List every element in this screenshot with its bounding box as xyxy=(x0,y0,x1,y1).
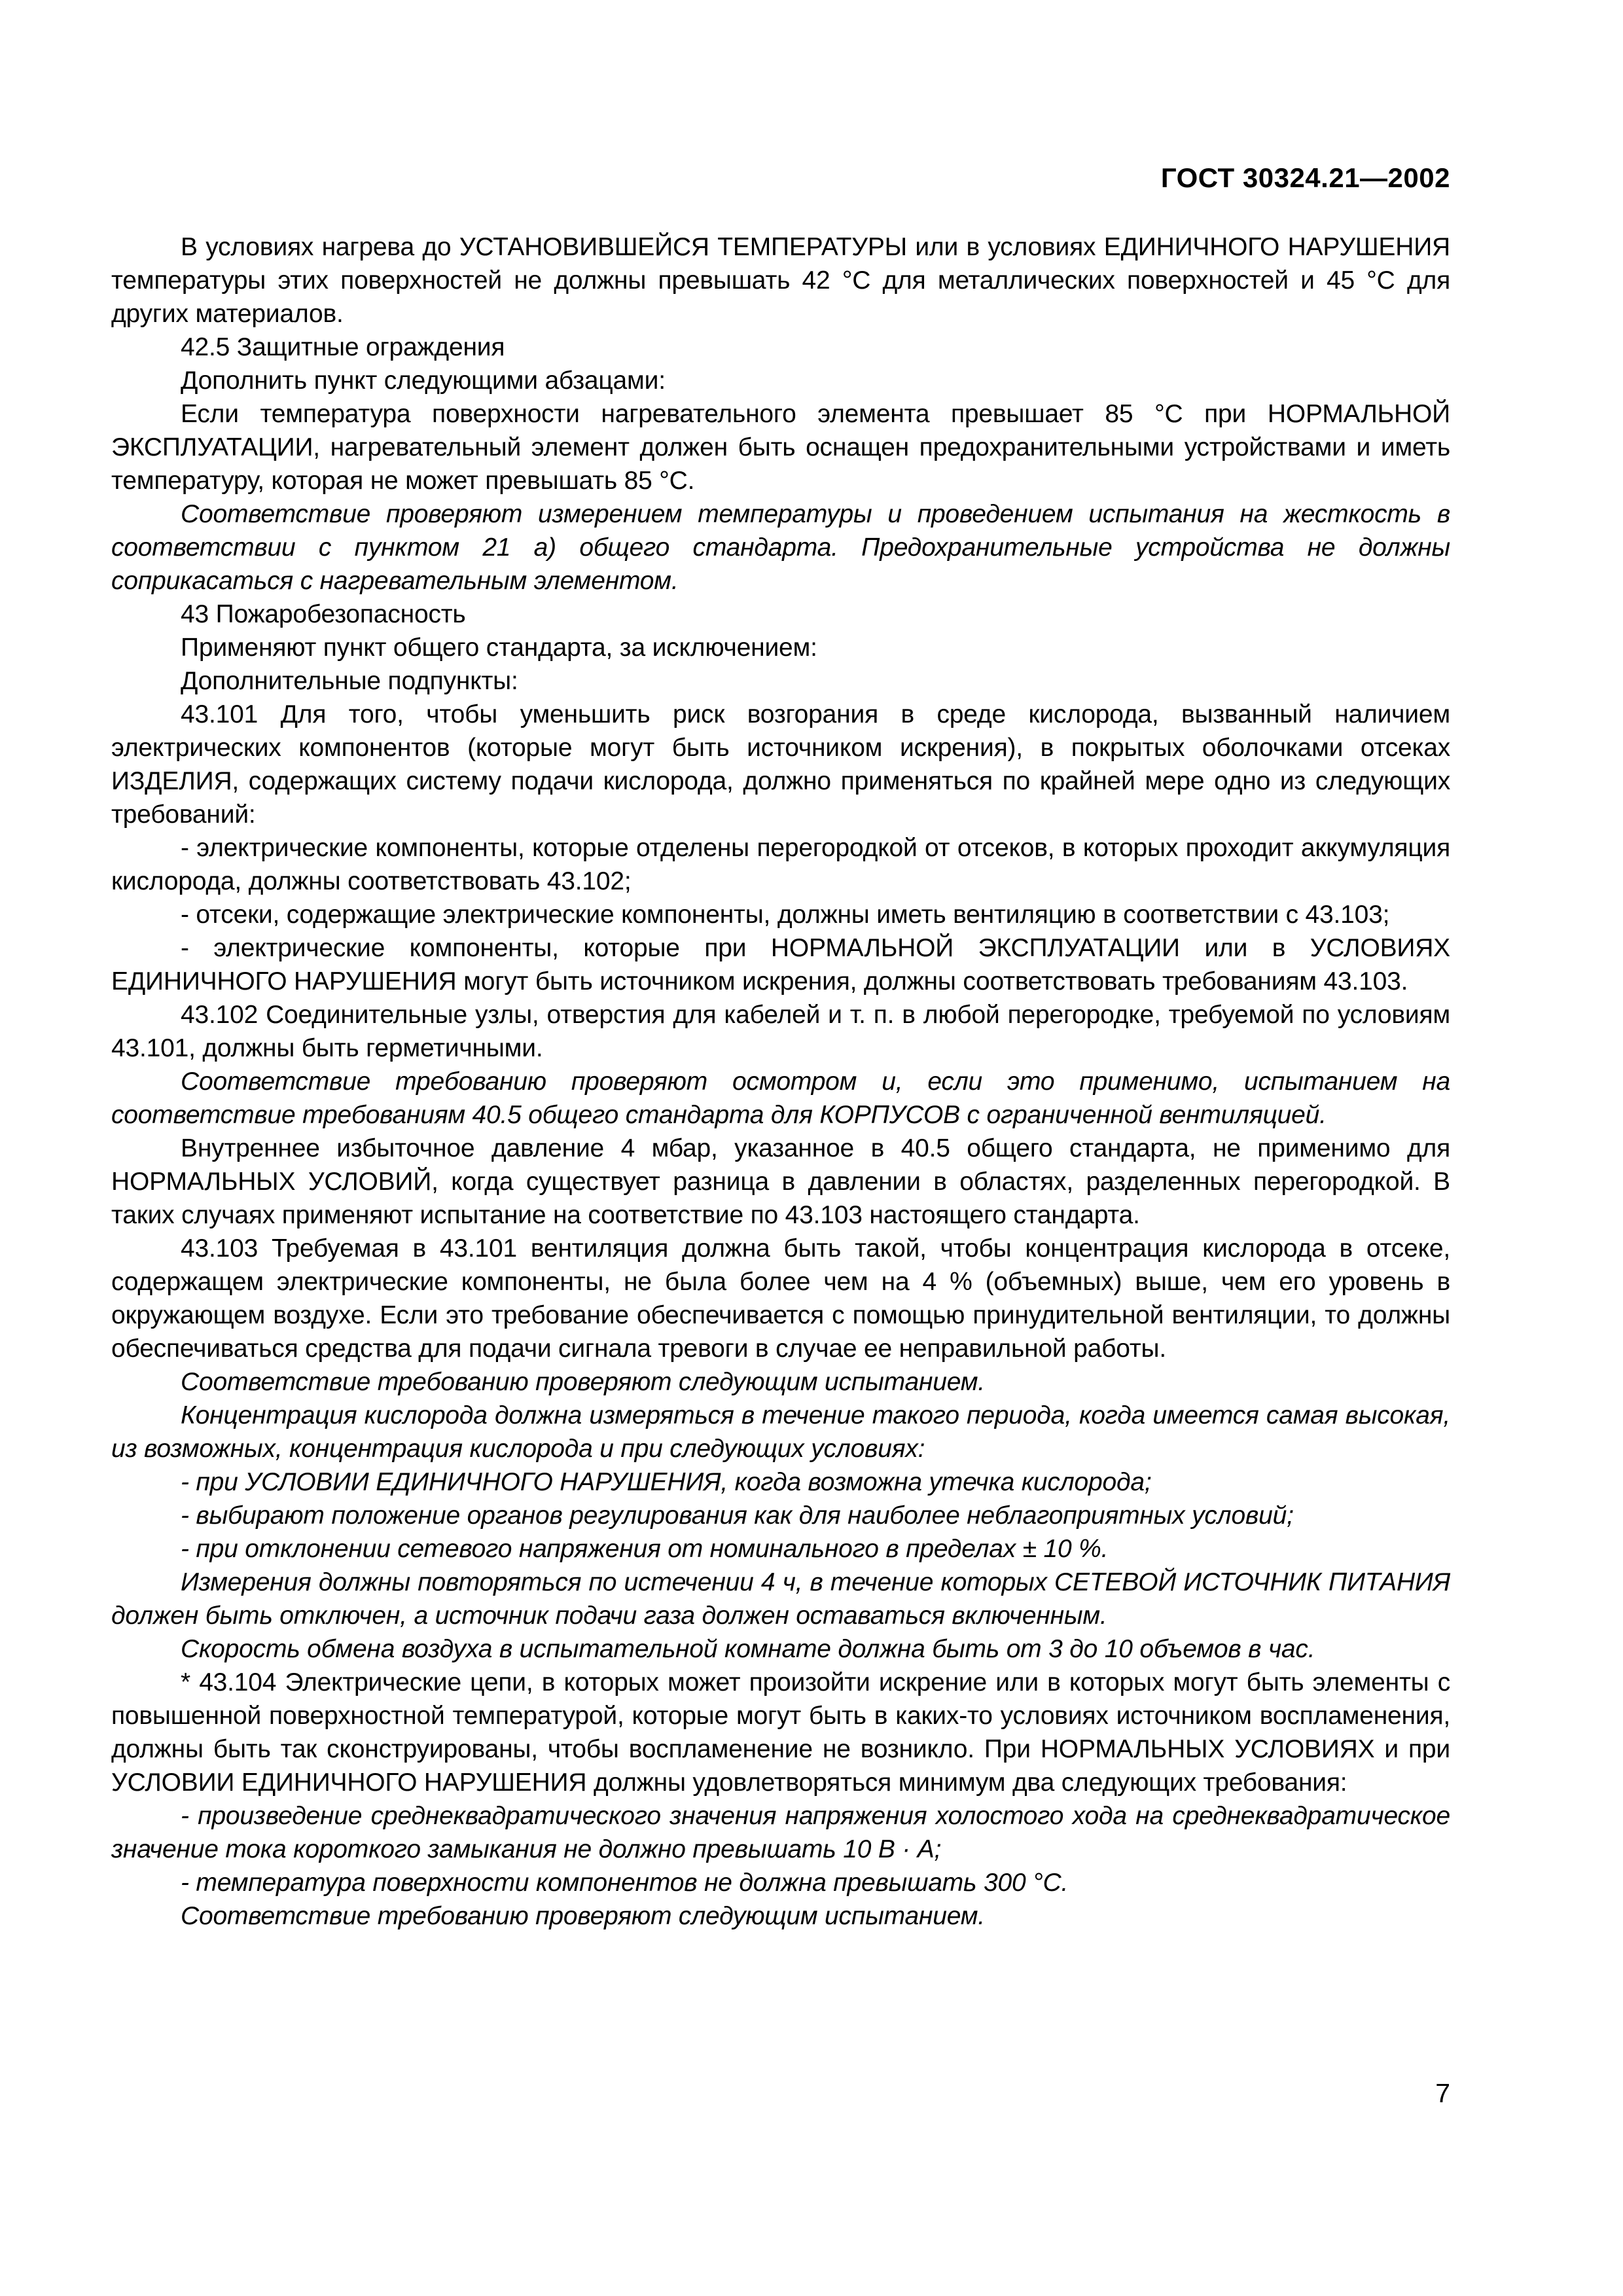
paragraph: Если температура поверхности нагревательного элемента превышает 85 °С при НОРМАЛЬНОЙ ЭКСПЛУАТАЦИИ, нагревательный элемент должен быть оснащен предохранительными устройствами и иметь температуру, которая не может превышать 85 °С. xyxy=(111,400,1450,495)
paragraph: В условиях нагрева до УСТАНОВИВШЕЙСЯ ТЕМПЕРАТУРЫ или в условиях ЕДИНИЧНОГО НАРУШЕНИЯ температуры этих поверхностей не должны превышать 42 °С для металлических поверхностей и 45 °С для других материалов. xyxy=(111,233,1450,328)
paragraph: - электрические компоненты, которые отделены перегородкой от отсеков, в которых проходит аккумуляция кислорода, должны соответствовать 43.102; xyxy=(111,834,1450,895)
document-body xyxy=(111,230,1450,1933)
standard-number-header: ГОСТ 30324.21—2002 xyxy=(1160,162,1450,193)
paragraph: - электрические компоненты, которые при НОРМАЛЬНОЙ ЭКСПЛУАТАЦИИ или в УСЛОВИЯХ ЕДИНИЧНОГО НАРУШЕНИЯ могут быть источником искрения, должны соответствовать требованиям 43.103. xyxy=(111,934,1450,996)
section-heading: 42.5 Защитные ограждения xyxy=(181,333,505,361)
paragraph: 43.103 Требуемая в 43.101 вентиляция должна быть такой, чтобы концентрация кислорода в отсеке, содержащем электрические компоненты, не была более чем на 4 % (объемных) выше, чем его уровень в окружающем воздухе. Если это требование обеспечивается с помощью принудительной вентиляции, то должны обеспечиваться средства для подачи сигнала тревоги в случае ее неправильной работы. xyxy=(111,1234,1450,1363)
paragraph: - отсеки, содержащие электрические компоненты, должны иметь вентиляцию в соответствии с 43.103; xyxy=(181,901,1390,929)
paragraph: Измерения должны повторяться по истечении 4 ч, в течение которых СЕТЕВОЙ ИСТОЧНИК ПИТАНИЯ должен быть отключен, а источник подачи газа должен оставаться включенным. xyxy=(111,1568,1450,1630)
paragraph: Дополнительные подпункты: xyxy=(181,667,518,695)
paragraph: Соответствие требованию проверяют осмотром и, если это применимо, испытанием на соответствие требованиям 40.5 общего стандарта для КОРПУСОВ с ограниченной вентиляцией. xyxy=(111,1067,1450,1129)
paragraph: - при УСЛОВИИ ЕДИНИЧНОГО НАРУШЕНИЯ, когда возможна утечка кислорода; xyxy=(181,1468,1152,1496)
paragraph: 43.101 Для того, чтобы уменьшить риск возгорания в среде кислорода, вызванный наличием электрических компонентов (которые могут быть источником искрения), в покрытых оболочками отсеках ИЗДЕЛИЯ, содержащих систему подачи кислорода, должно применяться по крайней мере одно из следующих требований: xyxy=(111,700,1450,829)
paragraph: Скорость обмена воздуха в испытательной комнате должна быть от 3 до 10 объемов в час. xyxy=(181,1635,1315,1663)
paragraph: Соответствие требованию проверяют следующим испытанием. xyxy=(181,1902,985,1930)
paragraph: * 43.104 Электрические цепи, в которых может произойти искрение или в которых могут быть элементы с повышенной поверхностной температурой, которые могут быть в каких-то условиях источником воспламенения, должны быть так сконструированы, чтобы воспламенение не возникло. При НОРМАЛЬНЫХ УСЛОВИЯХ и при УСЛОВИИ ЕДИНИЧНОГО НАРУШЕНИЯ должны удовлетворяться минимум два следующих требования: xyxy=(111,1668,1450,1797)
paragraph: - температура поверхности компонентов не должна превышать 300 °С. xyxy=(181,1869,1069,1897)
paragraph: Дополнить пункт следующими абзацами: xyxy=(181,367,666,395)
paragraph: 43.102 Соединительные узлы, отверстия для кабелей и т. п. в любой перегородке, требуемой по условиям 43.101, должны быть герметичными. xyxy=(111,1001,1450,1062)
paragraph: Концентрация кислорода должна измеряться в течение такого периода, когда имеется самая высокая, из возможных, концентрация кислорода и при следующих условиях: xyxy=(111,1401,1450,1463)
paragraph: Соответствие требованию проверяют следующим испытанием. xyxy=(181,1368,985,1396)
section-heading: 43 Пожаробезопасность xyxy=(181,600,466,628)
paragraph: Применяют пункт общего стандарта, за исключением: xyxy=(181,634,817,662)
paragraph: Внутреннее избыточное давление 4 мбар, указанное в 40.5 общего стандарта, не применимо для НОРМАЛЬНЫХ УСЛОВИЙ, когда существует разница в давлении в областях, разделенных перегородкой. В таких случаях применяют испытание на соответствие по 43.103 настоящего стандарта. xyxy=(111,1134,1450,1229)
paragraph: - выбирают положение органов регулирования как для наиболее неблагоприятных условий; xyxy=(181,1501,1294,1530)
page-number: 7 xyxy=(1435,2078,1450,2108)
paragraph: Соответствие проверяют измерением температуры и проведением испытания на жесткость в соответствии с пунктом 21 а) общего стандарта. Предохранительные устройства не должны соприкасаться с нагревательным элементом. xyxy=(111,500,1450,595)
paragraph: - при отклонении сетевого напряжения от номинального в пределах ± 10 %. xyxy=(181,1535,1109,1563)
paragraph: - произведение среднеквадратического значения напряжения холостого хода на среднеквадратическое значение тока короткого замыкания не должно превышать 10 В · А; xyxy=(111,1802,1450,1863)
